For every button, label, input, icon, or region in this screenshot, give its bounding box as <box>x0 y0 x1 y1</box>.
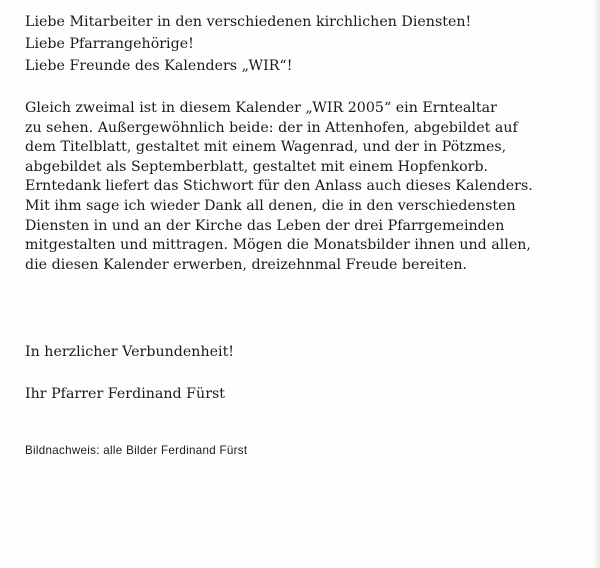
photo-credit: Bildnachweis: alle Bilder Ferdinand Fürst <box>25 444 248 457</box>
body-line: Mit ihm sage ich wieder Dank all denen, die in den verschiedensten <box>25 197 516 214</box>
body-line: dem Titelblatt, gestaltet mit einem Wagenrad, und der in Pötzmes, <box>25 139 507 156</box>
body-line: Erntedank liefert das Stichwort für den Anlass auch dieses Kalenders. <box>25 178 533 195</box>
salutation-line: Liebe Pfarrangehörige! <box>25 36 194 52</box>
closing-line: In herzlicher Verbundenheit! <box>25 344 235 360</box>
body-line: abgebildet als Septemberblatt, gestaltet mit einem Hopfenkorb. <box>25 158 489 175</box>
body-line: Diensten in und an der Kirche das Leben der drei Pfarrgemeinden <box>25 217 505 234</box>
body-line: zu sehen. Außergewöhnlich beide: der in Attenhofen, abgebildet auf <box>25 119 518 136</box>
salutation-line: Liebe Mitarbeiter in den verschiedenen kirchlichen Diensten! <box>25 14 472 30</box>
salutation-line: Liebe Freunde des Kalenders „WIR“! <box>25 58 293 74</box>
body-line: mitgestalten und mittragen. Mögen die Monatsbilder ihnen und allen, <box>25 237 531 254</box>
body-line: Gleich zweimal ist in diesem Kalender „WIR 2005“ ein Erntealtar <box>25 100 497 116</box>
signature-line: Ihr Pfarrer Ferdinand Fürst <box>25 386 226 402</box>
body-line: die diesen Kalender erwerben, dreizehnmal Freude bereiten. <box>25 256 468 273</box>
body-paragraph <box>25 99 533 275</box>
salutation-block <box>25 11 471 77</box>
